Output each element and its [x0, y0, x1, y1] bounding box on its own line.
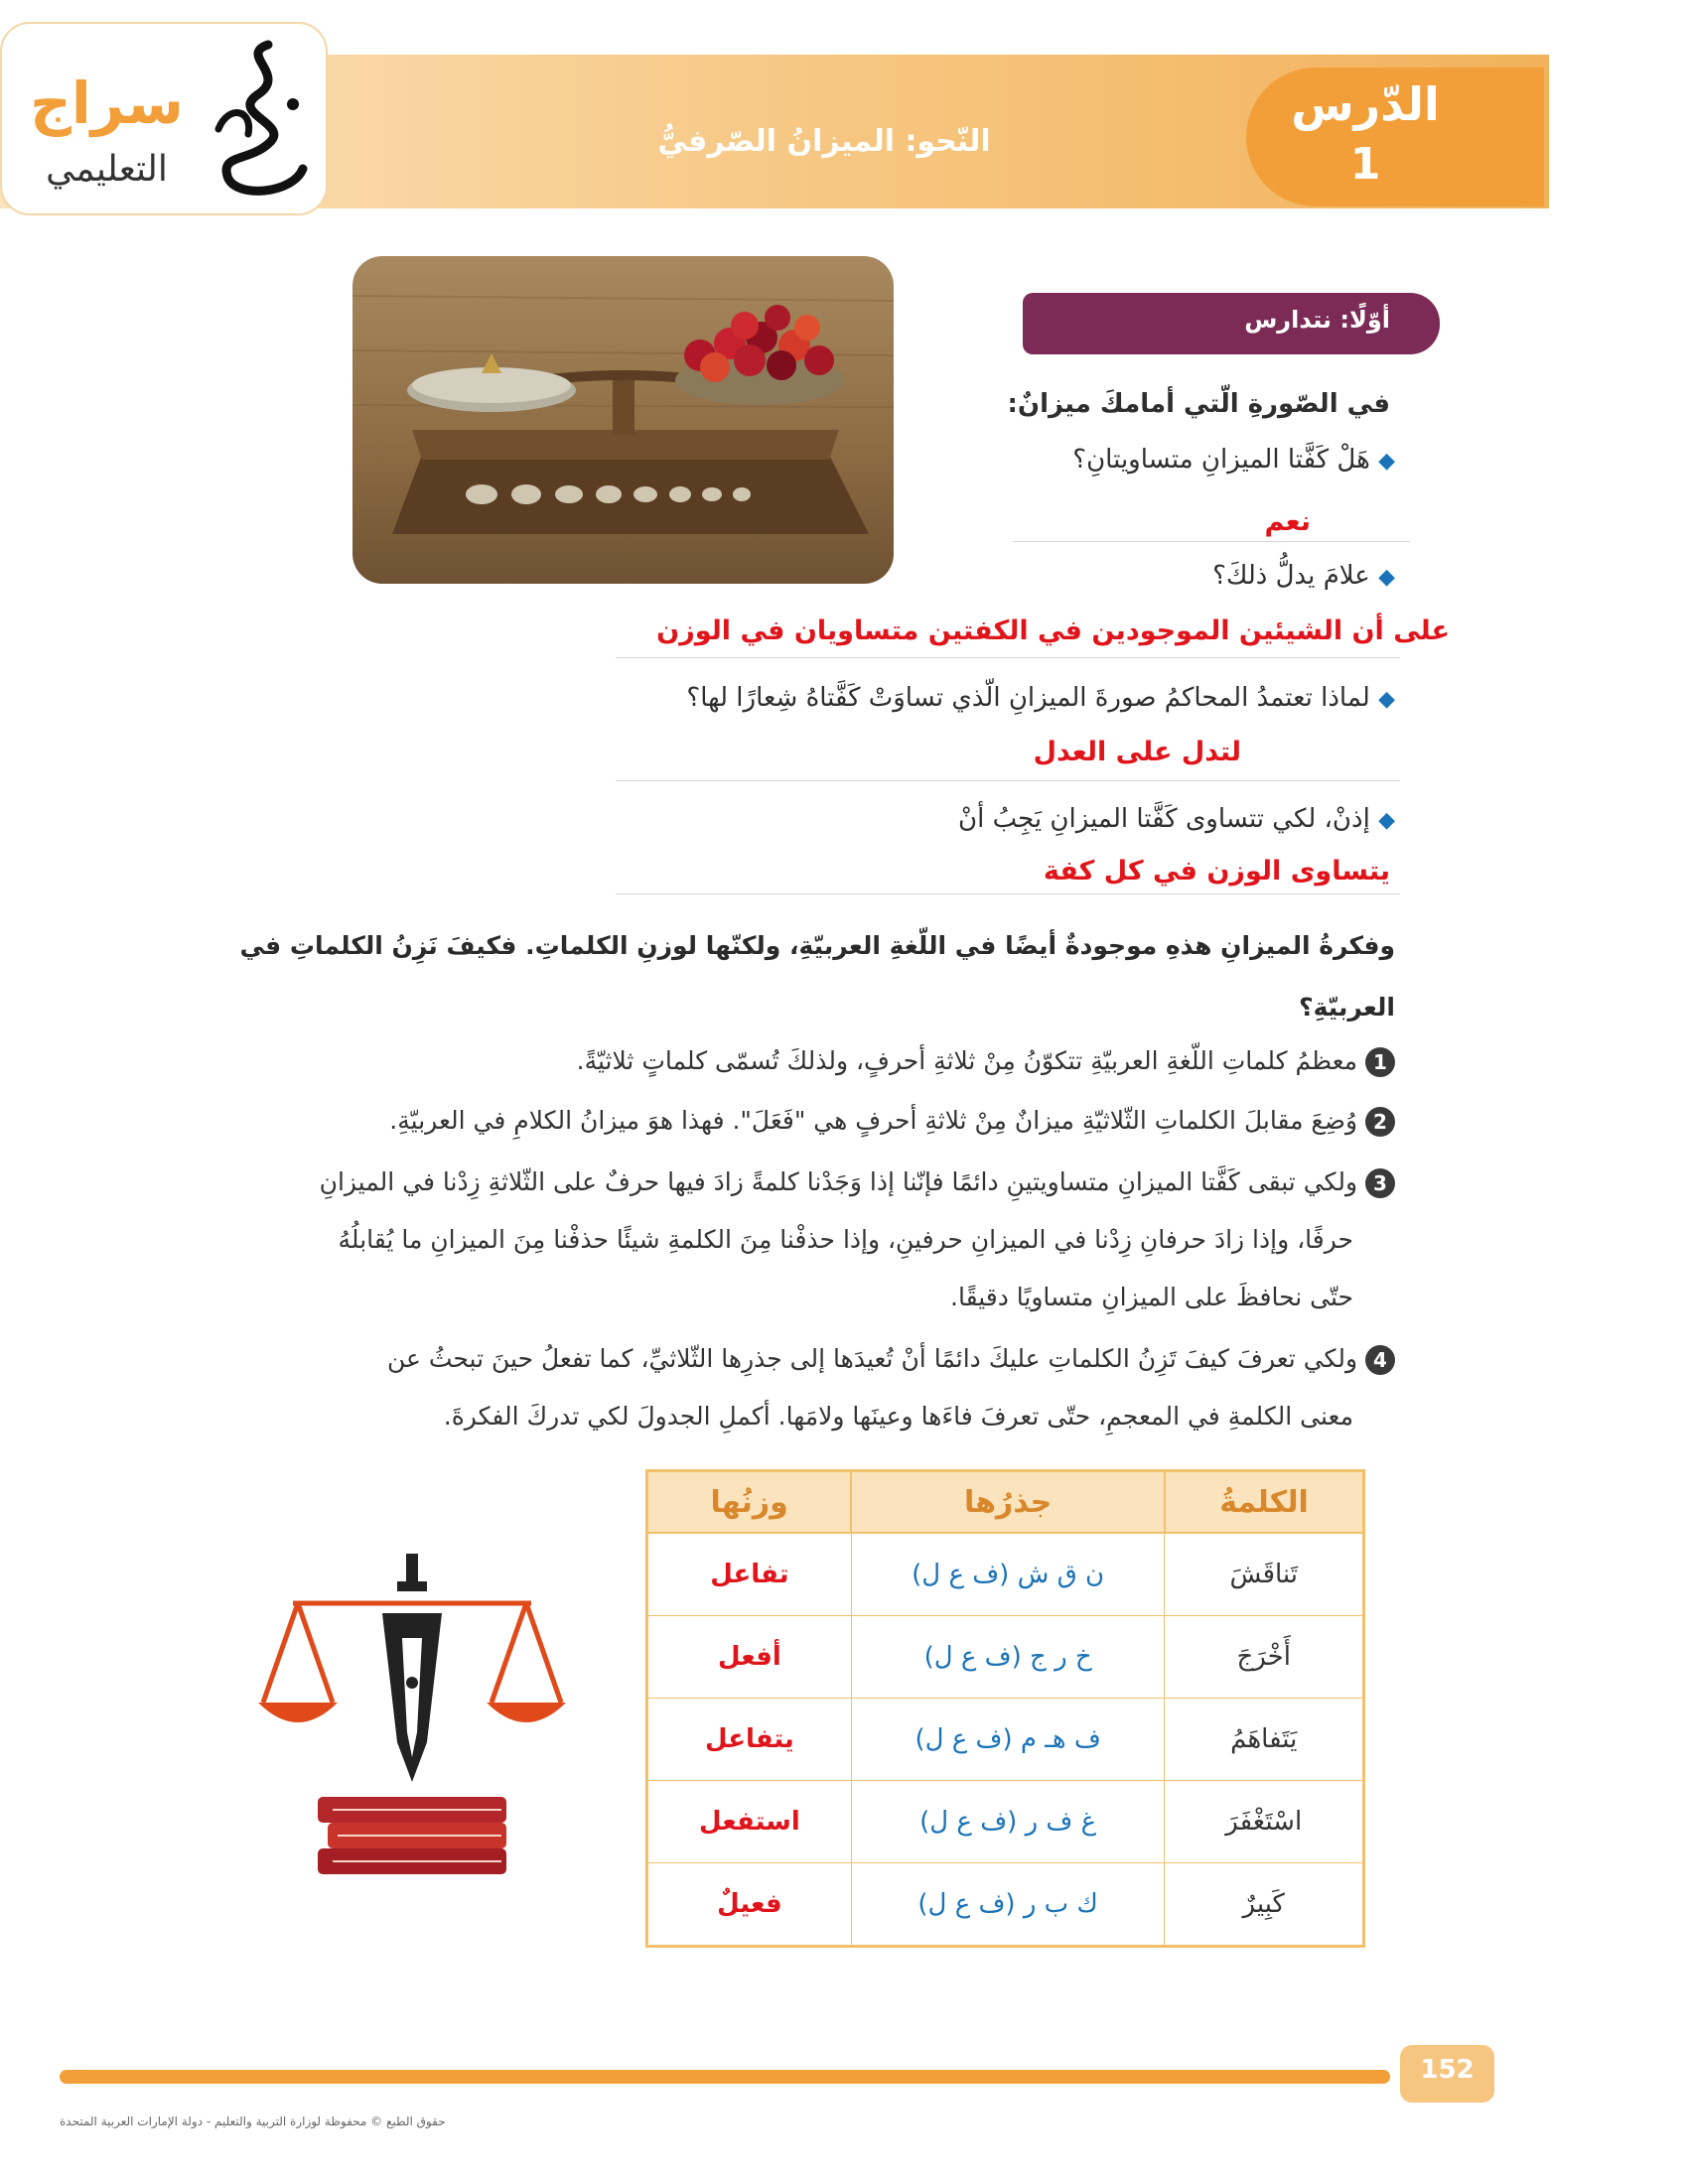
question-4	[397, 804, 1395, 834]
root-cell: ن ق ش (ف ع ل)	[851, 1533, 1165, 1616]
table-row	[647, 1863, 1364, 1947]
root-cell: ك ب ر (ف ع ل)	[851, 1863, 1165, 1947]
table-row	[647, 1781, 1364, 1863]
point-text: معنى الكلمةِ في المعجمِ، حتّى تعرفَ فاءَها وعينَها ولامَها. أكملِ الجدولَ لكي تدركَ الفكرةَ.	[443, 1402, 1353, 1431]
question-text: علامَ يدلُّ ذلكَ؟	[1212, 561, 1370, 591]
question-3	[397, 683, 1395, 713]
answer-line	[616, 780, 1400, 781]
answer-1: نعم	[1264, 506, 1311, 537]
point-text: وُضِعَ مقابلَ الكلماتِ الثّلاثيّةِ ميزانٌ مِنْ ثلاثةِ أحرفٍ هي "فَعَلَ". فهذا هوَ ميزانُ الكلامِ في العربيّةِ.	[389, 1106, 1358, 1135]
point-text: حتّى نحافظَ على الميزانِ متساويًا دقيقًا.	[950, 1283, 1353, 1311]
scale-photo	[352, 256, 894, 584]
point-text: ولكي تعرفَ كيفَ تَزِنُ الكلماتِ عليكَ دائمًا أنْ تُعيدَها إلى جذرِها الثّلاثيِّ، كما تفعلُ حينَ تبحثُ عن	[386, 1344, 1358, 1373]
table-row	[647, 1616, 1364, 1699]
point-text: حرفًا، وإذا زادَ حرفانِ زِدْنا في الميزانِ حرفينِ، وإذا حذفْنا مِنَ الكلمةِ شيئًا حذفْنا مِنَ الميزانِ ما يُقابلُهُ	[338, 1225, 1353, 1254]
point-text: ولكي تبقى كَفَّتا الميزانِ متساويتينِ دائمًا فإنّنا إذا وَجَدْنا كلمةً زادَ فيها حرفٌ على الثّلاثةِ زِدْنا في الميزانِ	[319, 1167, 1358, 1196]
answer-line	[616, 893, 1400, 894]
table-row	[647, 1533, 1364, 1616]
weight-cell: أفعل	[647, 1616, 852, 1699]
table-header-row	[647, 1471, 1364, 1534]
bullet-diamond-icon: ◆	[1378, 565, 1395, 590]
logo-name: سراج	[30, 69, 184, 137]
lead-paragraph	[189, 915, 1395, 1038]
answer-3: لتدل على العدل	[1033, 737, 1241, 767]
bullet-diamond-icon: ◆	[1378, 449, 1395, 474]
word-cell: اسْتَغْفَرَ	[1165, 1781, 1364, 1863]
point-2	[189, 1092, 1395, 1150]
balance-scale-photo-icon	[352, 256, 894, 584]
number-badge: 1	[1365, 1047, 1395, 1077]
weight-cell: استفعل	[647, 1781, 852, 1863]
calligraphy-logo-icon	[199, 35, 318, 204]
bullet-diamond-icon: ◆	[1378, 687, 1395, 712]
column-header-root: جذرُها	[851, 1471, 1165, 1534]
number-badge: 4	[1365, 1345, 1395, 1375]
question-1	[397, 445, 1395, 475]
word-cell: تَناقَشَ	[1165, 1533, 1364, 1616]
word-weight-table	[645, 1469, 1365, 1948]
word-cell: أَخْرَجَ	[1165, 1616, 1364, 1699]
weight-cell: يتفاعل	[647, 1699, 852, 1781]
weight-cell: تفاعل	[647, 1533, 852, 1616]
point-1	[189, 1032, 1395, 1090]
lesson-title: النّحو: الميزانُ الصّرفيُّ	[657, 124, 991, 159]
root-cell: خ ر ج (ف ع ل)	[851, 1616, 1165, 1699]
point-3	[189, 1154, 1395, 1326]
number-badge: 2	[1365, 1107, 1395, 1137]
word-cell: كَبِيرٌ	[1165, 1863, 1364, 1947]
number-badge: 3	[1365, 1168, 1395, 1198]
root-cell: غ ف ر (ف ع ل)	[851, 1781, 1165, 1863]
answer-2: على أن الشيئين الموجودين في الكفتين متساويان في الوزن	[656, 615, 1450, 646]
question-2	[397, 561, 1395, 591]
logo-subtitle: التعليمي	[46, 149, 168, 190]
question-text: إذنْ، لكي تتساوى كَفَّتا الميزانِ يَجِبُ أنْ	[958, 804, 1370, 834]
lesson-number: 1	[1349, 139, 1381, 190]
copyright-text: حقوق الطبع © محفوظة لوزارة التربية والتعليم - دولة الإمارات العربية المتحدة	[60, 2115, 446, 2128]
table-row	[647, 1699, 1364, 1781]
lead-line: وفكرةُ الميزانِ هذهِ موجودةٌ أيضًا في اللّغةِ العربيّةِ، ولكنّها لوزنِ الكلماتِ. فكيفَ نَزِنُ الكلماتِ في	[239, 931, 1395, 960]
answer-line	[1013, 541, 1410, 542]
lesson-word: الدّرس	[1291, 77, 1440, 131]
column-header-weight: وزنُها	[647, 1471, 852, 1534]
page-number: 152	[1420, 2055, 1475, 2085]
bullet-diamond-icon: ◆	[1378, 808, 1395, 833]
justice-scale-pen-icon	[253, 1544, 571, 1891]
root-cell: ف هـ م (ف ع ل)	[851, 1699, 1165, 1781]
weight-cell: فعيلٌ	[647, 1863, 852, 1947]
answer-line	[616, 657, 1400, 658]
intro-text: في الصّورةِ الّتي أمامكَ ميزانٌ:	[1007, 389, 1390, 419]
column-header-word: الكلمةُ	[1165, 1471, 1364, 1534]
question-text: لماذا تعتمدُ المحاكمُ صورةَ الميزانِ الّذي تساوَتْ كَفَّتاهُ شِعارًا لها؟	[686, 683, 1370, 713]
point-text: معظمُ كلماتِ اللّغةِ العربيّةِ تتكوّنُ مِنْ ثلاثةِ أحرفٍ، ولذلكَ تُسمّى كلماتٍ ثلاثيّةً.	[576, 1046, 1358, 1075]
answer-4: يتساوى الوزن في كل كفة	[1043, 856, 1390, 887]
lead-line: العربيّةِ؟	[1299, 993, 1395, 1022]
footer-bar	[60, 2070, 1390, 2084]
point-4	[189, 1330, 1395, 1445]
word-cell: يَتَفاهَمُ	[1165, 1699, 1364, 1781]
question-text: هَلْ كَفَّتا الميزانِ متساويتانِ؟	[1072, 445, 1370, 475]
section-label-text: أوّلًا: نتدارس	[1244, 306, 1390, 334]
